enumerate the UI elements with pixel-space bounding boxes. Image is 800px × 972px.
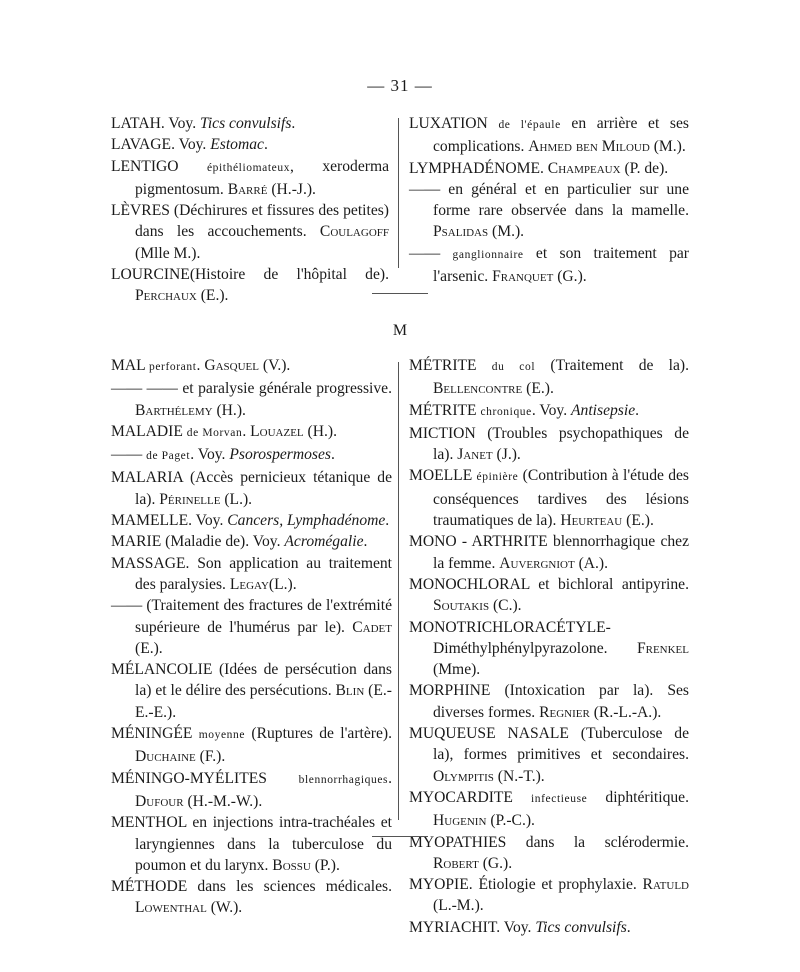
index-entry xyxy=(111,134,389,155)
index-entry xyxy=(409,917,689,938)
index-entry xyxy=(111,421,392,444)
entry-qualifier: perforant xyxy=(148,361,197,373)
entry-author: Cadet xyxy=(352,618,392,636)
section-letter: M xyxy=(392,322,408,339)
index-entry xyxy=(409,179,689,243)
entry-cross-reference: Antisepsie xyxy=(571,401,636,419)
index-entry xyxy=(409,787,689,832)
entry-text: (Traitement des fractures de l'extrémité supérieure de l'humérus par le). xyxy=(135,597,392,636)
entry-initials: (J.). xyxy=(492,446,521,464)
entry-author: Duchaine xyxy=(135,748,196,766)
entry-text: (Traitement de la). xyxy=(535,357,689,374)
entry-qualifier: de Morvan xyxy=(186,426,243,439)
entry-qualifier: blennorrhagiques xyxy=(298,773,389,786)
entry-headword: MALARIA xyxy=(111,469,183,487)
index-entry xyxy=(409,423,689,466)
entry-initials: . xyxy=(363,533,368,551)
section-rule-top xyxy=(372,293,428,294)
entry-author: Franquet xyxy=(492,268,554,286)
entry-author: Legay xyxy=(229,575,269,593)
index-entry xyxy=(111,444,392,467)
entry-headword: —— —— xyxy=(111,380,178,398)
entry-initials: (E.-E.-E.). xyxy=(135,682,392,721)
index-entry xyxy=(409,832,689,875)
entry-qualifier: épithéliomateux xyxy=(206,161,291,174)
entry-headword: MÉTHODE xyxy=(111,878,188,896)
entry-initials: . xyxy=(635,401,640,419)
entry-initials: (G.). xyxy=(553,268,587,286)
entry-initials: . xyxy=(626,918,631,936)
index-entry xyxy=(409,874,689,917)
entry-text: . Voy. xyxy=(531,401,572,419)
entry-cross-reference: Estomac xyxy=(210,136,264,154)
entry-initials: (F.). xyxy=(195,748,226,766)
entry-initials: (P.-C.). xyxy=(486,812,535,830)
index-entry xyxy=(111,659,392,723)
index-entry xyxy=(111,355,392,378)
index-entry xyxy=(409,158,689,179)
entry-initials: (M.). xyxy=(488,223,525,241)
entry-author: Psalidas xyxy=(433,223,489,241)
entry-initials: (H.-J.). xyxy=(267,180,316,198)
entry-text: Étiologie et prophylaxie. xyxy=(472,876,643,894)
entry-headword: MOELLE xyxy=(409,467,477,485)
entry-author: Louazel xyxy=(250,422,304,440)
entry-initials: . xyxy=(291,115,296,132)
entry-headword: MAL xyxy=(111,357,149,374)
index-entry xyxy=(409,113,689,158)
entry-author: Périnelle xyxy=(159,490,221,508)
entry-headword: MONOTRICHLORACÉTYLE xyxy=(409,618,606,636)
entry-author: Barthélemy xyxy=(135,401,213,419)
entry-qualifier: infectieuse xyxy=(530,792,588,805)
entry-qualifier: chronique xyxy=(480,405,532,418)
entry-headword: MYOCARDITE xyxy=(409,788,531,806)
entry-text: Voy. xyxy=(500,918,536,936)
entry-initials: (P.). xyxy=(310,856,340,874)
index-entry xyxy=(409,243,689,288)
entry-text: Voy. xyxy=(192,512,228,530)
entry-text: (Troubles psychopathiques de la). xyxy=(433,424,689,464)
column-divider-bottom xyxy=(398,362,399,820)
entry-cross-reference: Cancers, Lymphadénome xyxy=(227,512,386,530)
entry-author: Auvergniot xyxy=(499,554,575,572)
index-entry xyxy=(409,680,689,723)
index-entry xyxy=(111,768,392,813)
index-column-top-right xyxy=(409,113,689,287)
entry-text: Voy. xyxy=(174,136,211,154)
entry-author: Perchaux xyxy=(135,287,197,305)
entry-headword: MÉTRITE xyxy=(409,357,492,374)
entry-author: Heurteau xyxy=(560,512,623,530)
entry-text: (Déchirures et fissures des petites) dans les accouchements. xyxy=(135,202,389,241)
index-entry xyxy=(409,465,689,531)
index-entry xyxy=(111,531,392,552)
entry-cross-reference: Tics convulsifs xyxy=(535,918,627,936)
index-column-bottom-left xyxy=(111,355,392,919)
column-divider-top xyxy=(398,118,399,268)
entry-text: (Maladie de). Voy. xyxy=(161,533,285,551)
entry-headword: —— xyxy=(409,180,441,198)
entry-headword: MYOPIE. xyxy=(409,876,473,894)
entry-text: en général et en particulier sur une forme rare observée dans la mamelle. xyxy=(433,180,689,220)
entry-initials: (E.). xyxy=(196,287,229,305)
entry-author: Regnier xyxy=(539,703,590,721)
entry-headword: MÉNINGÉE xyxy=(111,725,199,743)
entry-headword: MORPHINE xyxy=(409,682,491,700)
entry-initials: (Mme). xyxy=(433,661,481,679)
entry-initials: (H.). xyxy=(303,422,337,440)
entry-author: Frenkel xyxy=(636,639,689,657)
entry-text: dans la sclérodermie. xyxy=(506,833,689,851)
entry-headword: MARIE xyxy=(111,533,162,551)
index-entry xyxy=(111,553,392,596)
section-rule-bottom xyxy=(372,836,428,837)
entry-initials: (M.). xyxy=(649,138,686,156)
entry-headword: MASSAGE. xyxy=(111,554,190,572)
index-entry xyxy=(111,723,392,768)
entry-qualifier: moyenne xyxy=(198,729,246,742)
entry-initials: (R.-L.-A.). xyxy=(589,703,662,721)
entry-initials: (E.). xyxy=(135,639,163,657)
entry-author: Soutakis xyxy=(433,597,490,615)
entry-headword: MICTION xyxy=(409,424,476,442)
index-entry xyxy=(111,378,392,421)
entry-text: (Accès pernicieux tétanique de la). xyxy=(135,469,392,508)
entry-qualifier: de l'épaule xyxy=(498,119,561,131)
entry-headword: LOURCINE xyxy=(111,266,190,284)
entry-text: . xyxy=(196,357,205,374)
index-entry xyxy=(111,876,392,919)
entry-initials: (L.). xyxy=(268,575,297,593)
entry-headword: MÉLANCOLIE xyxy=(111,661,213,679)
entry-qualifier: épinière xyxy=(476,471,519,484)
index-column-bottom-right xyxy=(409,355,689,938)
entry-headword: MÉTRITE xyxy=(409,401,481,419)
entry-qualifier: du col xyxy=(491,361,536,373)
entry-headword: LUXATION xyxy=(409,115,499,132)
entry-headword: MENTHOL xyxy=(111,814,187,832)
entry-initials: . xyxy=(385,512,390,530)
page-number: — 31 — xyxy=(367,76,433,95)
entry-initials: (Mlle M.). xyxy=(135,244,201,262)
entry-headword: MONOCHLORAL xyxy=(409,575,530,593)
entry-author: Barré xyxy=(227,180,268,198)
entry-initials: (E.). xyxy=(622,512,654,530)
entry-text: et son traitement par l'arsenic. xyxy=(433,244,689,286)
index-entry xyxy=(111,812,392,876)
entry-initials: (G.). xyxy=(478,854,513,872)
entry-author: Champeaux xyxy=(547,159,621,177)
entry-text: (Intoxication par la). Ses diverses formes. xyxy=(433,682,689,721)
entry-author: Blin xyxy=(335,682,365,700)
entry-headword: —— xyxy=(111,446,147,464)
entry-initials: . xyxy=(263,136,268,154)
entry-initials: (E.). xyxy=(522,380,554,398)
entry-initials: (H.-M.-W.). xyxy=(183,792,263,810)
entry-headword: MONO - ARTHRITE xyxy=(409,533,548,551)
entry-qualifier: de Paget xyxy=(146,450,191,463)
entry-text: (Contribution à l'étude des conséquences tardives des lésions traumatiques de la). xyxy=(433,467,689,530)
entry-headword: MALADIE xyxy=(111,422,187,440)
entry-headword: —— xyxy=(111,597,143,615)
entry-text: , xeroderma pigmentosum. xyxy=(135,157,390,198)
entry-author: Ahmed ben Miloud xyxy=(528,138,650,156)
entry-headword: MUQUEUSE NASALE xyxy=(409,725,569,743)
entry-initials: (W.). xyxy=(206,899,243,917)
entry-author: Ratuld xyxy=(642,876,689,894)
entry-text: en arrière et ses complications. xyxy=(433,115,689,156)
entry-text: . xyxy=(242,422,251,440)
entry-headword: MAMELLE. xyxy=(111,512,192,530)
entry-initials: (L.). xyxy=(220,490,253,508)
entry-text: (Ruptures de l'artère). xyxy=(245,725,392,743)
entry-text: . Voy. xyxy=(190,446,230,464)
entry-headword: MÉNINGO-MYÉLITES xyxy=(111,769,299,787)
index-entry xyxy=(409,531,689,574)
entry-text: Voy. xyxy=(164,115,201,132)
entry-text: dans les sciences médicales. xyxy=(187,878,392,896)
entry-text: Son application au traitement des paralysies. xyxy=(135,554,392,593)
index-entry xyxy=(111,200,389,264)
entry-headword: LYMPHADÉNOME. xyxy=(409,159,544,177)
entry-headword: MYOPATHIES xyxy=(409,833,507,851)
index-entry xyxy=(111,510,392,531)
entry-headword: —— xyxy=(409,244,453,262)
entry-author: Gasquel xyxy=(204,357,259,374)
entry-initials: (P. de). xyxy=(620,159,669,177)
entry-text: en injections intra-trachéales et laryngiennes dans la tuberculose du poumon et du larynx. xyxy=(135,814,392,874)
index-entry xyxy=(111,467,392,510)
entry-author: Robert xyxy=(433,854,479,872)
entry-headword: LÈVRES xyxy=(111,202,170,220)
entry-author: Coulagoff xyxy=(319,223,389,241)
index-entry xyxy=(111,595,392,659)
entry-qualifier: ganglionnaire xyxy=(452,248,524,261)
entry-initials: (L.-M.). xyxy=(433,897,484,915)
index-entry xyxy=(409,400,689,423)
entry-text: (Tuberculose de la), formes primitives et secondaires. xyxy=(433,725,689,764)
entry-author: Dufour xyxy=(135,792,184,810)
entry-cross-reference: Acromégalie xyxy=(284,533,364,551)
entry-text: . xyxy=(388,769,392,787)
entry-author: Janet xyxy=(457,446,493,464)
entry-author: Hugenin xyxy=(433,812,487,830)
entry-author: Bossu xyxy=(272,856,311,874)
entry-headword: LENTIGO xyxy=(111,157,207,175)
entry-text: (Histoire de l'hôpital de). xyxy=(189,266,389,284)
entry-initials: . xyxy=(331,446,335,464)
index-entry xyxy=(111,156,389,201)
entry-text: diphtéritique. xyxy=(587,788,690,806)
index-entry xyxy=(409,355,689,400)
entry-author: Lowenthal xyxy=(135,899,207,917)
entry-text: -Diméthylphénylpyrazolone. xyxy=(433,618,637,657)
entry-initials: (V.). xyxy=(258,357,291,374)
entry-cross-reference: Psorospermoses xyxy=(229,446,331,464)
entry-initials: (H.). xyxy=(212,401,246,419)
entry-author: Bellencontre xyxy=(433,380,523,398)
entry-text: (Idées de persécution dans la) et le délire des persécutions. xyxy=(135,661,392,700)
entry-initials: (N.-T.). xyxy=(493,767,545,785)
entry-text: blennorrhagique chez la femme. xyxy=(433,533,690,572)
index-entry xyxy=(111,113,389,134)
entry-initials: (C.). xyxy=(489,597,522,615)
entry-headword: LATAH. xyxy=(111,115,165,132)
entry-headword: MYRIACHIT. xyxy=(409,918,501,936)
entry-headword: LAVAGE. xyxy=(111,136,175,154)
index-entry xyxy=(409,617,689,681)
entry-initials: (A.). xyxy=(574,554,609,572)
index-entry xyxy=(409,574,689,617)
entry-author: Olympitis xyxy=(433,767,494,785)
index-column-top-left xyxy=(111,113,389,307)
entry-cross-reference: Tics convulsifs xyxy=(200,115,292,132)
entry-text: et bichloral antipyrine. xyxy=(529,575,689,593)
index-entry xyxy=(111,264,389,307)
entry-text: et paralysie générale progressive. xyxy=(177,380,392,398)
index-entry xyxy=(409,723,689,787)
